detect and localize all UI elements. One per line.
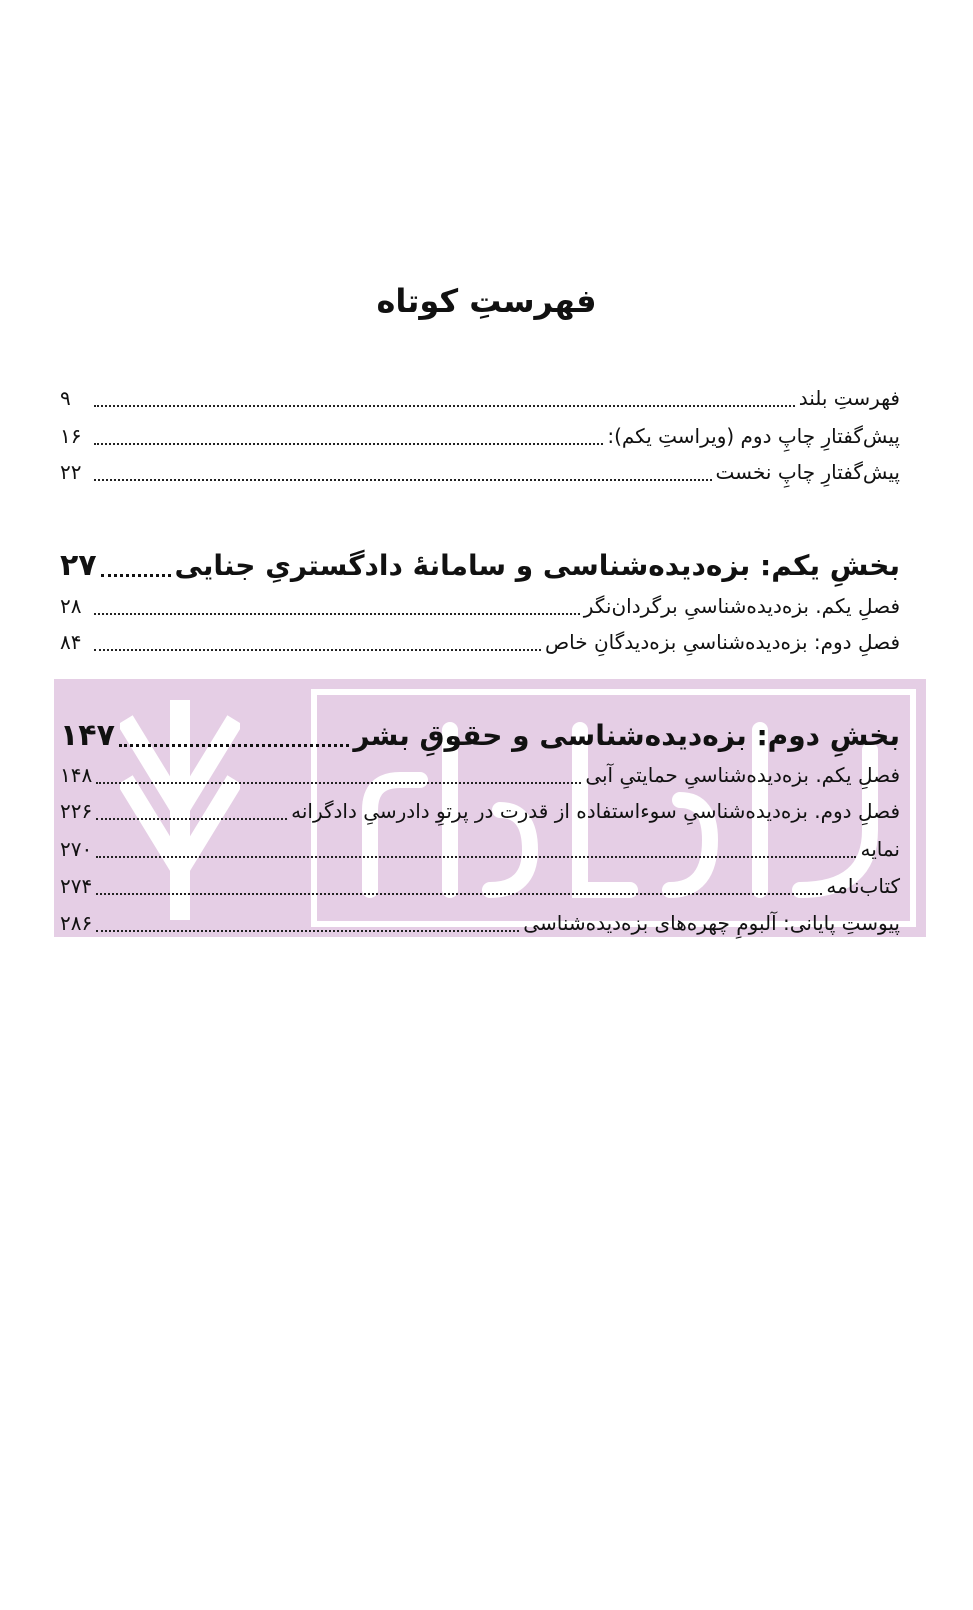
toc-part-2[interactable]: [60, 713, 900, 757]
dot-leader: [94, 479, 712, 481]
toc-entry[interactable]: [60, 420, 900, 452]
toc-entry-label: کتاب‌نامه: [826, 874, 900, 898]
toc-entry[interactable]: [60, 870, 900, 902]
toc-entry-label: پیش‌گفتارِ چاپِ دوم (ویراستِ یکم):: [607, 424, 900, 448]
chapter-label: فصلِ یکم. بزه‌دیده‌شناسیِ برگردان‌نگر: [583, 594, 900, 618]
part-label: بخشِ یکم: بزه‌دیده‌شناسی و سامانهٔ دادگستریِ جنایی: [174, 548, 900, 582]
toc-entry-page: ۲۲: [60, 460, 82, 484]
part-page: ۲۷: [60, 547, 97, 583]
dot-leader: [94, 443, 603, 445]
dot-leader: [96, 782, 581, 784]
chapter-page: ۲۸: [60, 594, 82, 618]
toc-chapter[interactable]: [60, 626, 900, 658]
chapter-label: فصلِ دوم: بزه‌دیده‌شناسیِ بزه‌دیدگانِ خاص: [545, 630, 900, 654]
dot-leader: [96, 893, 822, 895]
chapter-page: ۲۲۶: [60, 799, 93, 823]
toc-entry[interactable]: [60, 833, 900, 865]
part-label: بخشِ دوم: بزه‌دیده‌شناسی و حقوقِ بشر: [353, 718, 900, 752]
toc-entry-label: پیوستِ پایانی: آلبومِ چهره‌های بزه‌دیده‌شناسی: [523, 911, 900, 935]
part-page: ۱۴۷: [60, 717, 115, 753]
dot-leader: [94, 613, 580, 615]
page-title: فهرستِ کوتاه: [376, 282, 597, 320]
toc-entry-page: ۲۷۴: [60, 874, 93, 898]
dot-leader: [96, 930, 519, 932]
chapter-page: ۸۴: [60, 630, 82, 654]
toc-entry-page: ۱۶: [60, 424, 82, 448]
toc-chapter[interactable]: [60, 590, 900, 622]
dot-leader: [101, 574, 171, 577]
toc-chapter[interactable]: [60, 795, 900, 827]
toc-entry-label: فهرستِ بلند: [798, 386, 900, 410]
toc-entry[interactable]: [60, 382, 900, 414]
toc-chapter[interactable]: [60, 759, 900, 791]
toc-entry[interactable]: [60, 456, 900, 488]
dot-leader: [94, 405, 795, 407]
toc-entry-label: پیش‌گفتارِ چاپِ نخست: [715, 460, 900, 484]
dot-leader: [94, 649, 541, 651]
toc-entry-page: ۹: [60, 386, 71, 410]
dot-leader: [119, 744, 349, 747]
chapter-page: ۱۴۸: [60, 763, 93, 787]
dot-leader: [96, 818, 287, 820]
toc-entry[interactable]: [60, 907, 900, 939]
chapter-label: فصلِ دوم. بزه‌دیده‌شناسیِ سوءاستفاده از قدرت در پرتوِ دادرسیِ دادگرانه: [291, 799, 900, 823]
toc-entry-label: نمایه: [860, 837, 900, 861]
dot-leader: [96, 856, 856, 858]
toc-entry-page: ۲۸۶: [60, 911, 93, 935]
toc-entry-page: ۲۷۰: [60, 837, 93, 861]
toc-part-1[interactable]: [60, 543, 900, 587]
chapter-label: فصلِ یکم. بزه‌دیده‌شناسیِ حمایتیِ آبی: [585, 763, 900, 787]
